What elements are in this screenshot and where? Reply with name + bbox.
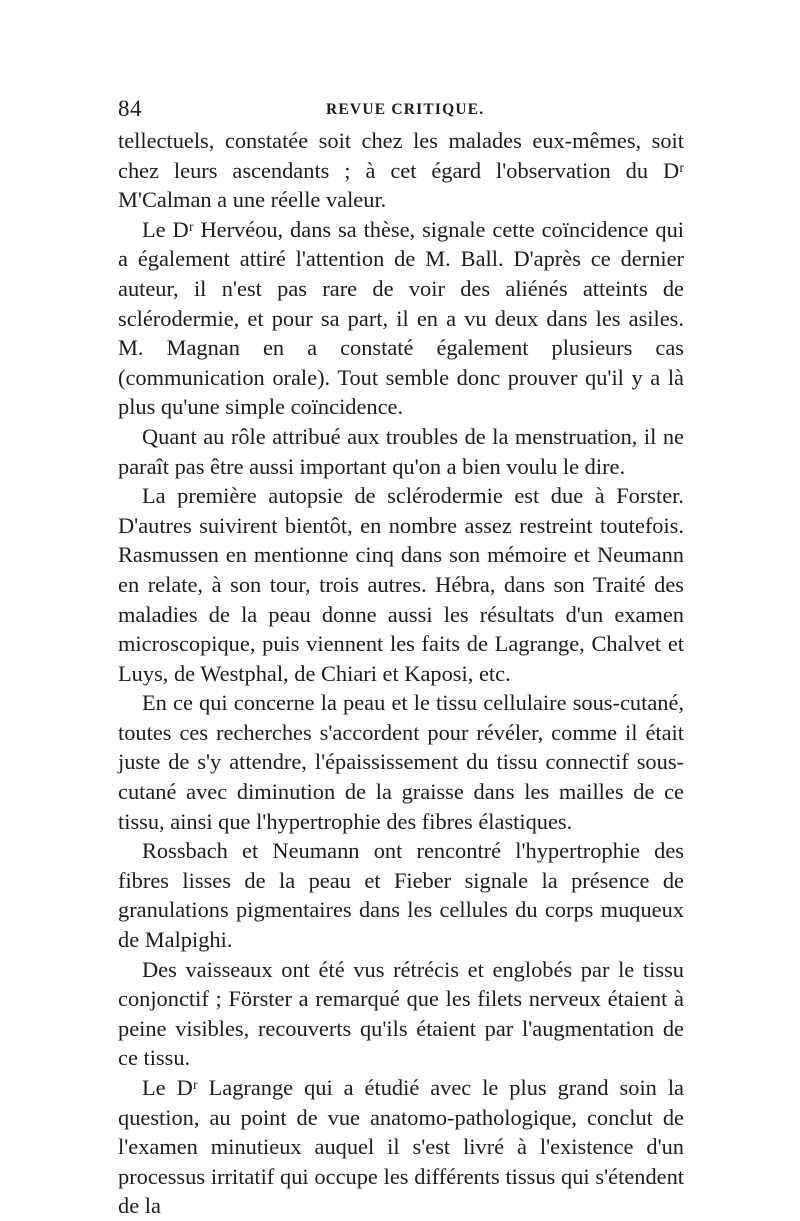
body-text: [118, 126, 684, 1221]
paragraph: tellectuels, constatée soit chez les malades eux-mêmes, soit chez leurs ascendants ; à cet égard l'observation du Dʳ M'Calman a une réelle valeur.: [118, 128, 684, 213]
paragraph: Quant au rôle attribué aux troubles de la menstruation, il ne paraît pas être aussi important qu'on a bien voulu le dire.: [118, 423, 684, 479]
paragraph: Le Dʳ Lagrange qui a étudié avec le plus grand soin la question, au point de vue anatomo-pathologique, conclut de l'examen minutieux auquel il s'est livré à l'existence d'un processus irritatif qui occupe les différents tissus qui s'étendent de la: [118, 1075, 684, 1219]
paragraph: La première autopsie de sclérodermie est due à Forster. D'autres suivirent bientôt, en nombre assez restreint toutefois. Rasmussen en mentionne cinq dans son mémoire et Neumann en relate, à son tour, trois autres. Hébra, dans son Traité des maladies de la peau donne aussi les résultats d'un examen microscopique, puis viennent les faits de Lagrange, Chalvet et Luys, de Westphal, de Chiari et Kaposi, etc.: [118, 483, 684, 686]
running-head: [118, 92, 684, 126]
journal-title: REVUE CRITIQUE.: [326, 101, 485, 118]
paragraph: Des vaisseaux ont été vus rétrécis et englobés par le tissu conjonctif ; Förster a remarqué que les filets nerveux étaient à peine visibles, recouverts qu'ils étaient par l'augmentation de ce tissu.: [118, 956, 684, 1071]
paragraph: En ce qui concerne la peau et le tissu cellulaire sous-cutané, toutes ces recherches s'accordent pour révéler, comme il était juste de s'y attendre, l'épaississement du tissu connectif sous-cutané avec diminution de la graisse dans les mailles de ce tissu, ainsi que l'hypertrophie des fibres élastiques.: [118, 690, 684, 834]
book-page: [118, 92, 684, 1219]
paragraph: Le Dʳ Hervéou, dans sa thèse, signale cette coïncidence qui a également attiré l'attention de M. Ball. D'après ce dernier auteur, il n'est pas rare de voir des aliénés atteints de sclérodermie, et pour sa part, il en a vu deux dans les asiles. M. Magnan en a constaté également plusieurs cas (communication orale). Tout semble donc prouver qu'il y a là plus qu'une simple coïncidence.: [118, 216, 684, 420]
page-number: 84: [118, 96, 142, 121]
paragraph: Rossbach et Neumann ont rencontré l'hypertrophie des fibres lisses de la peau et Fieber signale la présence de granulations pigmentaires dans les cellules du corps muqueux de Malpighi.: [118, 838, 684, 953]
